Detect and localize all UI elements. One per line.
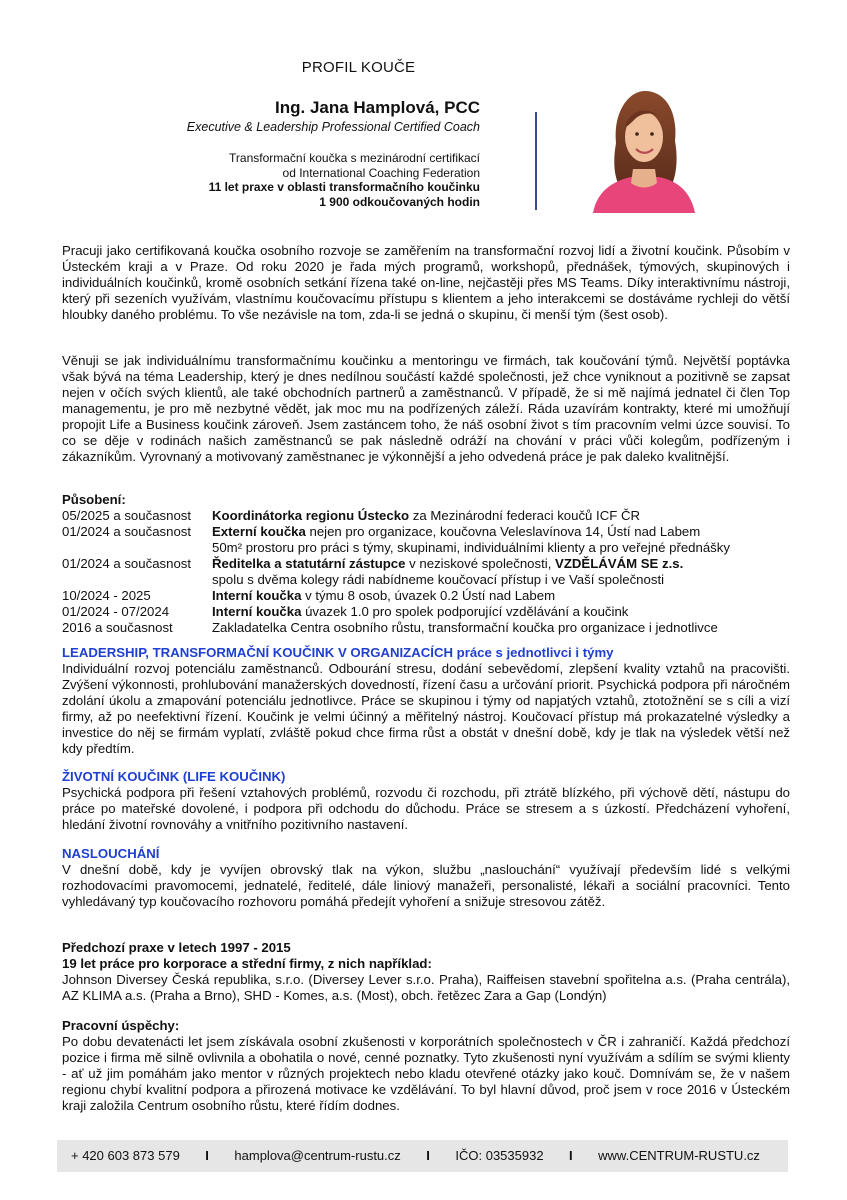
life-coaching-section — [62, 769, 790, 833]
footer-separator: I — [205, 1148, 209, 1163]
pusobeni-rest: Zakladatelka Centra osobního růstu, transformační koučka pro organizace i jednotlivce — [212, 620, 718, 635]
success-section — [62, 1018, 790, 1114]
coach-name: Ing. Jana Hamplová, PCC — [275, 98, 480, 117]
pusobeni-row — [62, 588, 802, 604]
pusobeni-rest: úvazek 1.0 pro spolek podporující vzdělávání a koučink — [301, 604, 629, 619]
coach-header — [120, 98, 480, 209]
pusobeni-bold: Koordinátorka regionu Ústecko — [212, 508, 410, 523]
pusobeni-text — [212, 620, 802, 636]
leadership-heading: LEADERSHIP, TRANSFORMAČNÍ KOUČINK V ORGANIZACÍCH práce s jednotlivci i týmy — [62, 645, 614, 660]
pusobeni-row — [62, 620, 802, 636]
previous-heading-2: 19 let práce pro korporace a střední firmy, z nich například: — [62, 956, 432, 971]
pusobeni-rest: 50m² prostoru pro práci s týmy, skupinami, individuálními klienty a pro veřejné přednášky — [212, 540, 730, 555]
listening-heading: NASLOUCHÁNÍ — [62, 846, 160, 861]
coach-tagline — [120, 151, 480, 209]
life-coaching-heading: ŽIVOTNÍ KOUČINK (LIFE KOUČINK) — [62, 769, 286, 784]
footer-separator: I — [426, 1148, 430, 1163]
pusobeni-text — [212, 572, 802, 588]
footer-website[interactable]: www.CENTRUM-RUSTU.cz — [598, 1148, 760, 1163]
pusobeni-row — [62, 572, 802, 588]
pusobeni-row — [62, 556, 802, 572]
pusobeni-text — [212, 604, 802, 620]
pusobeni-rest: spolu s dvěma kolegy rádi nabídneme koučovací přístup i ve Vaší společnosti — [212, 572, 665, 587]
pusobeni-date: 2016 a současnost — [62, 620, 173, 635]
listening-section — [62, 846, 790, 910]
pusobeni-date: 01/2024 - 07/2024 — [62, 604, 170, 619]
pusobeni-bold: Interní koučka — [212, 604, 302, 619]
coach-subtitle: Executive & Leadership Professional Certified Coach — [186, 120, 480, 134]
pusobeni-date — [62, 572, 212, 588]
pusobeni-date: 01/2024 a současnost — [62, 556, 192, 571]
listening-text: V dnešní době, kdy je vyvíjen obrovský tlak na výkon, službu „naslouchání“ využívají především lidé s velkými rozhodovacími pravomocemi, jednatelé, ředitelé, dále liniový manažeři, personalisté, lékaři a sociální pracovníci. Tento vyhledávaný typ koučovacího rozhovoru pomáhá předejít vyhoření a snižuje stresovou zátěž. — [62, 862, 790, 909]
pusobeni-rest: v neziskové společnosti, — [405, 556, 556, 571]
footer-ico: IČO: 03535932 — [455, 1148, 544, 1163]
intro-paragraph-2: Věnuji se jak individuálnímu transformačnímu koučinku a mentoringu ve firmách, tak koučování týmů. Největší poptávka však bývá na téma Leadership, který je dnes nedílnou součástí každé společnosti, jež chce vyniknout a pozitivně se zapsat nejen v očích svých klientů, ale také obchodních partnerů a zaměstnanců. V případě, že si mě najímá jednatel či člen Top managementu, je pro mě nezbytné vědět, jak moc mu na podřízených záleží. Ráda uzavírám kontrakty, které mi umožňují propojit Life a Business koučink zároveň. Jsem zastáncem toho, že náš osobní život s tím pracovním velmi úzce souvisí. To co se děje v rodinách našich zaměstnanců se pak následně odráží na chování v práci vůči kolegům, podřízeným i zákazníkům. Vyrovnaný a motivovaný zaměstnanec je výkonnější a jeho odvedená práce je pak daleko kvalitnější. — [62, 353, 790, 464]
intro-paragraph-1: Pracuji jako certifikovaná koučka osobního rozvoje se zaměřením na transformační rozvoj lidí a životní koučink. Působím v Ústeckém kraji a v Praze. Od roku 2020 je řada mých programů, workshopů, přednášek, týmových, skupinových i individuálních koučinků, kromě osobních setkání řízena také on-line, nejčastěji přes MS Teams. Díky interaktivnímu nástroji, který při sezeních využívám, vlastnímu koučovacímu přístupu s klientem a jeho interakcemi se dostáváme rychleji do větší hloubky daného problému. To vše nezávisle na tom, zda-li se jedná o skupinu, či menší tým (šest osob). — [62, 243, 790, 322]
pusobeni-bold: Externí koučka — [212, 524, 306, 539]
footer-email[interactable]: hamplova@centrum-rustu.cz — [234, 1148, 401, 1163]
pusobeni-heading: Působení: — [62, 492, 126, 507]
pusobeni-date: 01/2024 a současnost — [62, 524, 192, 539]
previous-heading-1: Předchozí praxe v letech 1997 - 2015 — [62, 940, 291, 955]
contact-footer — [57, 1140, 788, 1172]
pusobeni-row — [62, 508, 802, 524]
pusobeni-section — [62, 492, 802, 636]
pusobeni-bold2: VZDĚLÁVÁM SE z.s. — [555, 556, 684, 571]
document-title: PROFIL KOUČE — [301, 59, 416, 76]
tagline-line-3: 11 let praxe v oblasti transformačního koučinku — [208, 180, 480, 194]
success-heading: Pracovní úspěchy: — [62, 1018, 180, 1033]
coach-photo — [583, 83, 703, 213]
pusobeni-row — [62, 540, 802, 556]
success-text: Po dobu devatenácti let jsem získávala osobní zkušenosti v korporátních společnostech v ČR i zahraničí. Každá předchozí pozice i firma mě silně ovlivnila a obohatila o nové, cenné poznatky. Tyto zkušenosti nyní využívám a sdílím se svými klienty - ať už jim pomáhám jako mentor v různých projektech nebo kladu otevřené otázky jako kouč. Domnívám se, že v našem regionu chybí kvalitní podpora a přirozená motivace ke vzdělávání. To byl hlavní důvod, proč jsem v roce 2016 v Ústeckém kraji založila Centrum osobního růstu, které řídím dodnes. — [62, 1034, 790, 1113]
pusobeni-bold: Interní koučka — [212, 588, 302, 603]
tagline-line-2: od International Coaching Federation — [282, 165, 480, 180]
pusobeni-row — [62, 604, 802, 620]
pusobeni-text — [212, 556, 802, 572]
pusobeni-text — [212, 508, 802, 524]
pusobeni-bold: Ředitelka a statutární zástupce — [212, 556, 406, 571]
pusobeni-text — [212, 524, 802, 540]
pusobeni-text — [212, 588, 802, 604]
pusobeni-rest: nejen pro organizace, koučovna Veleslavínova 14, Ústí nad Labem — [305, 524, 701, 539]
pusobeni-row — [62, 524, 802, 540]
tagline-line-1: Transformační koučka s mezinárodní certifikací — [229, 151, 480, 165]
pusobeni-text — [212, 540, 802, 556]
pusobeni-date — [62, 540, 212, 556]
tagline-line-4: 1 900 odkoučovaných hodin — [319, 194, 480, 209]
footer-phone[interactable]: + 420 603 873 579 — [71, 1148, 180, 1163]
pusobeni-rest: v týmu 8 osob, úvazek 0.2 Ústí nad Labem — [301, 588, 556, 603]
leadership-text: Individuální rozvoj potenciálu zaměstnanců. Odbourání stresu, dodání sebevědomí, zlepšení kvality vztahů na pracovišti. Zvýšení výkonnosti, prohlubování manažerských dovedností, řízení času a určování priorit. Psychická podpora při náročném zdolání úkolu a zmapování potenciálu jednotlivce. Práce se skupinou i týmy od napjatých vztahů, ztotožnění se s cíli a vizí firmy, až po neefektivní řízení. Koučink je velmi účinný a měřitelný nástroj. Koučovací přístup má prokazatelné výsledky a investice do něj se firmám vyplatí, zvláště pokud chce firma růst a obstát v dnešní době, kdy je tlak na výsledek větší než kdy předtím. — [62, 661, 790, 756]
life-coaching-text: Psychická podpora při řešení vztahových problémů, rozvodu či rozchodu, při ztrátě blízkého, při výchově dětí, nástupu do práce po mateřské dovolené, i podpora při odchodu do důchodu. Práce se stresem a s úzkostí. Předcházení vyhoření, hledání životní rovnováhy a vnitřního pozitivního nastavení. — [62, 785, 790, 832]
pusobeni-rest: za Mezinárodní federaci koučů ICF ČR — [409, 508, 641, 523]
previous-text: Johnson Diversey Česká republika, s.r.o. (Diversey Lever s.r.o. Praha), Raiffeisen stavební spořitelna a.s. (Praha centrála), AZ KLIMA a.s. (Praha a Brno), SHD - Komes, a.s. (Most), obch. řetězec Zara a Gap (Londýn) — [62, 972, 790, 1003]
pusobeni-date: 10/2024 - 2025 — [62, 588, 151, 603]
header-divider — [535, 112, 537, 210]
leadership-section — [62, 645, 790, 757]
previous-experience-section — [62, 940, 790, 1004]
pusobeni-date: 05/2025 a současnost — [62, 508, 192, 523]
footer-separator: I — [569, 1148, 573, 1163]
